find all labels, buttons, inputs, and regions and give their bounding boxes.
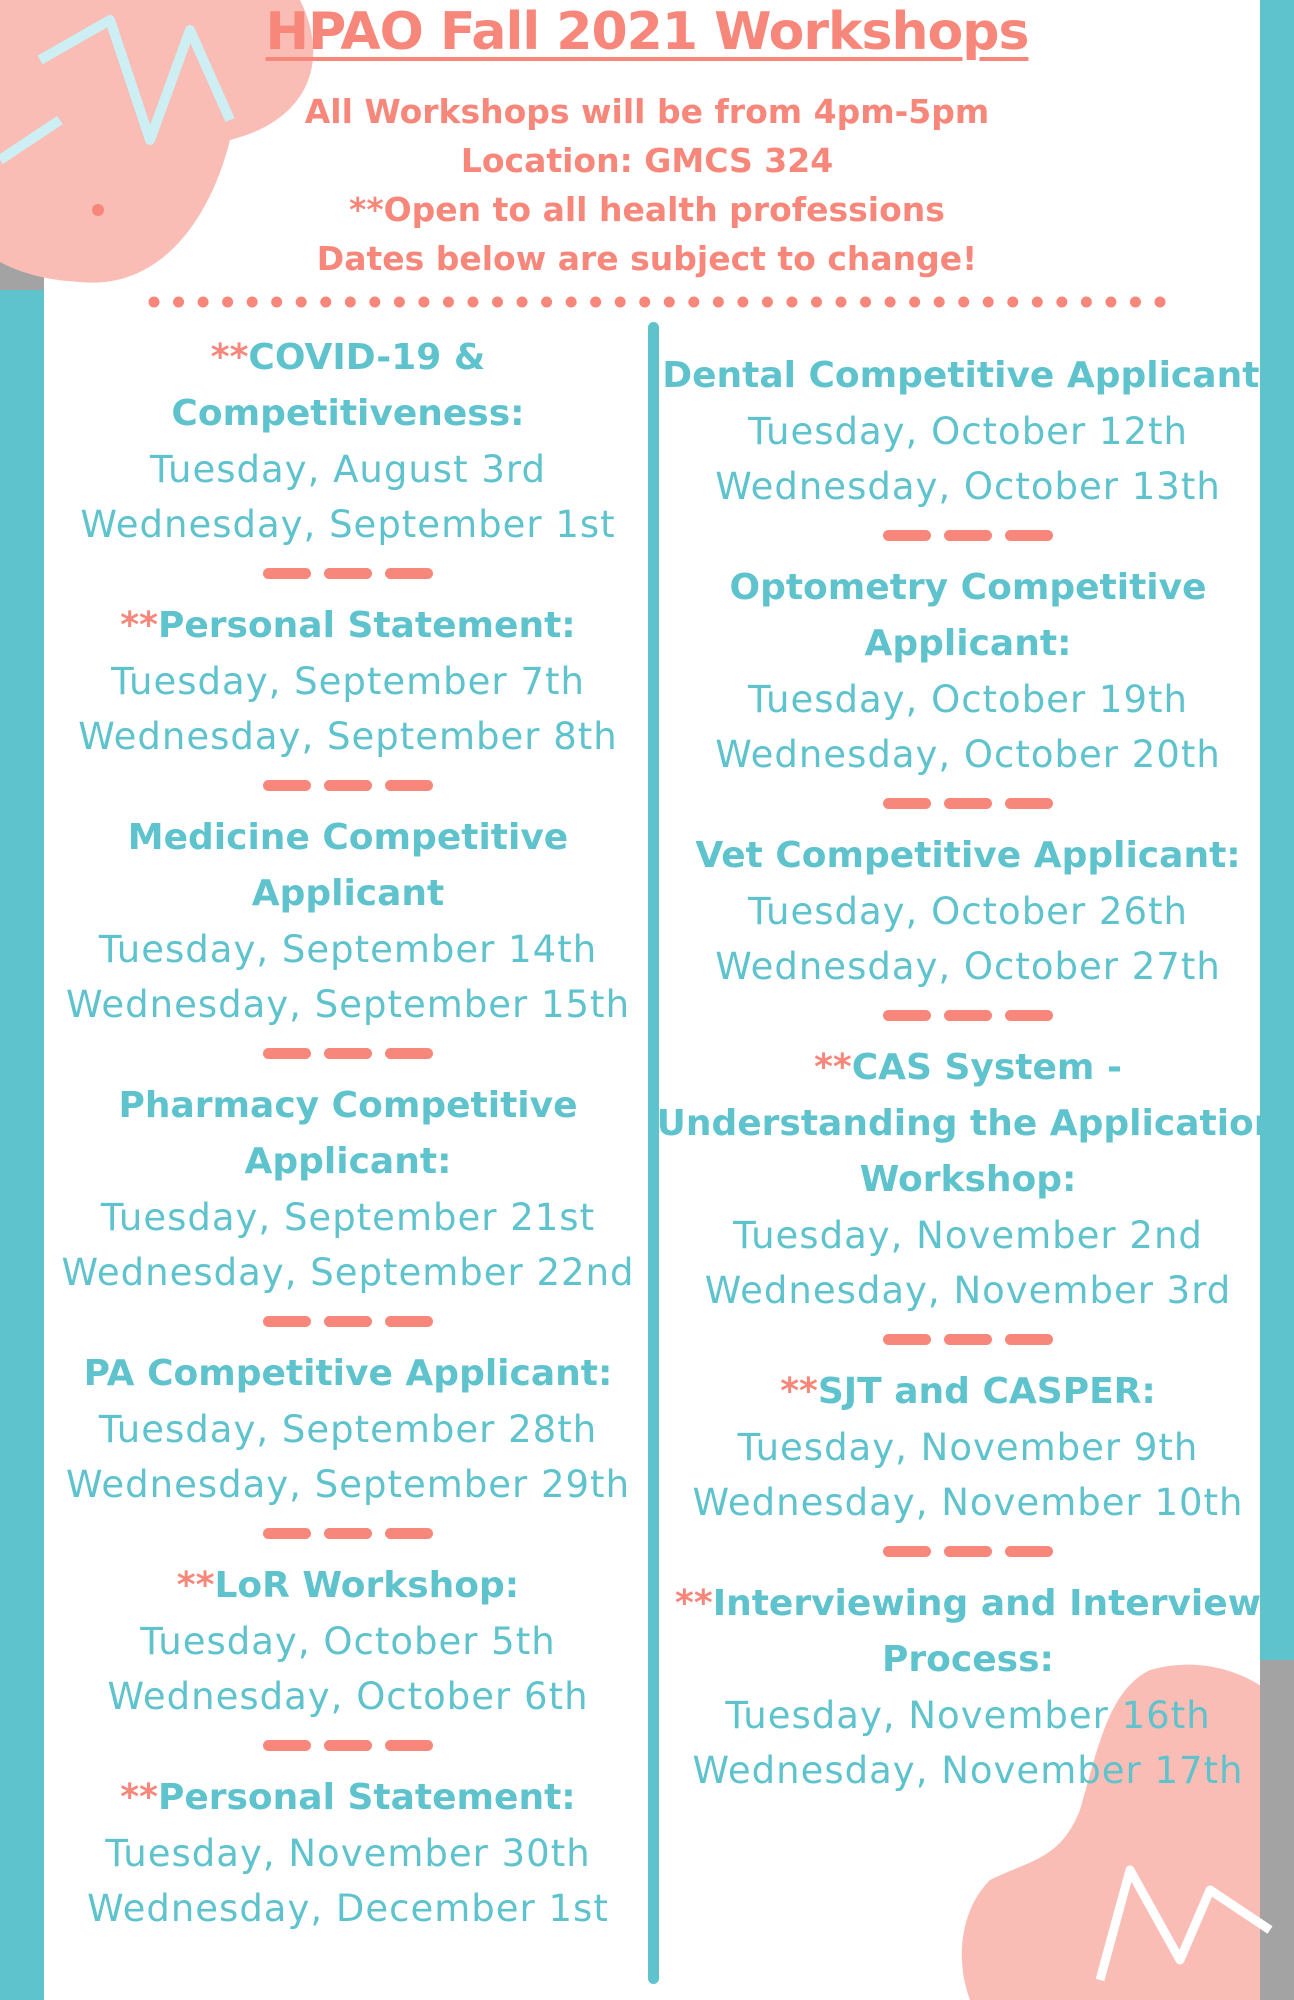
dash-segment	[1005, 798, 1053, 809]
dash-segment	[385, 1740, 433, 1751]
workshop-date: Wednesday, October 13th	[715, 465, 1221, 508]
separator-dot	[1056, 297, 1067, 308]
workshop-title-text: Medicine Competitive	[127, 817, 569, 858]
workshop-session	[38, 1770, 658, 1936]
separator-dot	[1007, 297, 1018, 308]
dotted-separator	[148, 296, 1166, 308]
workshop-title-line: Competitiveness:	[171, 393, 525, 434]
separator-dot	[467, 297, 478, 308]
workshop-title-line: Applicant:	[244, 1141, 452, 1182]
workshop-title-line: Workshop:	[859, 1159, 1077, 1200]
workshop-title	[38, 330, 658, 386]
separator-dot	[860, 297, 871, 308]
separator-dot	[836, 297, 847, 308]
separator-dot	[1081, 297, 1092, 308]
dash-segment	[1005, 1010, 1053, 1021]
dash-segment	[263, 1528, 311, 1539]
separator-dot	[443, 297, 454, 308]
dash-segment	[944, 1546, 992, 1557]
dash-segment	[1005, 1546, 1053, 1557]
workshop-session	[38, 810, 658, 1032]
workshop-title	[652, 1576, 1284, 1632]
workshop-date: Wednesday, October 6th	[107, 1675, 589, 1718]
dash-segment	[263, 568, 311, 579]
dash-segment	[385, 568, 433, 579]
dash-segment	[944, 1010, 992, 1021]
open-to-all-marker: **	[675, 1583, 713, 1624]
workshop-session	[652, 1040, 1284, 1318]
separator-dot	[664, 297, 675, 308]
workshop-date: Wednesday, September 29th	[65, 1463, 631, 1506]
dash-segment	[883, 1334, 931, 1345]
workshop-title-text: Optometry Competitive	[729, 567, 1207, 608]
workshop-date: Tuesday, November 30th	[105, 1832, 591, 1875]
workshop-title-text: LoR Workshop:	[214, 1565, 520, 1606]
separator-dot	[639, 297, 650, 308]
separator-dot	[1032, 297, 1043, 308]
workshop-session	[38, 1346, 658, 1512]
separator-dot	[713, 297, 724, 308]
workshop-title	[38, 1078, 658, 1134]
separator-dot	[492, 297, 503, 308]
separator-dot	[271, 297, 282, 308]
workshop-title-text: COVID-19 &	[248, 337, 486, 378]
workshop-title-text: Vet Competitive Applicant:	[695, 835, 1241, 876]
dash-segment	[944, 530, 992, 541]
workshop-session	[38, 1558, 658, 1724]
workshop-date: Wednesday, October 27th	[715, 945, 1221, 988]
separator-dot	[737, 297, 748, 308]
separator-dot	[615, 297, 626, 308]
workshop-date: Tuesday, November 2nd	[733, 1214, 1203, 1257]
dash-separator	[883, 1010, 1053, 1022]
workshop-title-text: Personal Statement:	[157, 1777, 576, 1818]
workshop-title-text: Interviewing and Interview	[712, 1583, 1261, 1624]
separator-dot	[688, 297, 699, 308]
dash-separator	[263, 1740, 433, 1752]
separator-dot	[909, 297, 920, 308]
dash-segment	[883, 1010, 931, 1021]
workshop-title-text: SJT and CASPER:	[817, 1371, 1156, 1412]
dash-separator	[263, 1048, 433, 1060]
workshop-title-text: Personal Statement:	[157, 605, 576, 646]
separator-dot	[1155, 297, 1166, 308]
separator-dot	[983, 297, 994, 308]
dash-segment	[324, 780, 372, 791]
separator-dot	[369, 297, 380, 308]
workshop-date: Tuesday, September 14th	[98, 928, 598, 971]
info-open-to: **Open to all health professions	[349, 190, 945, 229]
workshop-title-line: Understanding the Application	[656, 1103, 1280, 1144]
dash-segment	[883, 530, 931, 541]
workshop-title	[38, 598, 658, 654]
separator-dot	[541, 297, 552, 308]
workshop-session	[652, 348, 1284, 514]
workshop-date: Tuesday, October 12th	[748, 410, 1188, 453]
info-location: Location: GMCS 324	[460, 141, 834, 180]
separator-dot	[1105, 297, 1116, 308]
left-column	[38, 330, 658, 1936]
workshop-date: Wednesday, November 3rd	[704, 1269, 1232, 1312]
dash-segment	[944, 798, 992, 809]
dash-segment	[324, 1528, 372, 1539]
dash-separator	[883, 1546, 1053, 1558]
workshop-title-line: Applicant:	[864, 623, 1072, 664]
workshop-title	[38, 1770, 658, 1826]
dash-separator	[883, 530, 1053, 542]
workshop-title	[652, 560, 1284, 616]
workshop-title	[38, 1558, 658, 1614]
separator-dot	[885, 297, 896, 308]
separator-dot	[173, 297, 184, 308]
workshop-date: Wednesday, September 1st	[80, 503, 616, 546]
workshop-title	[652, 828, 1284, 884]
workshop-date: Wednesday, October 20th	[715, 733, 1221, 776]
workshop-title-text: Pharmacy Competitive	[118, 1085, 578, 1126]
workshop-date: Wednesday, November 17th	[692, 1749, 1244, 1792]
dash-segment	[1005, 530, 1053, 541]
dash-segment	[263, 1740, 311, 1751]
dash-segment	[385, 1316, 433, 1327]
open-to-all-marker: **	[120, 605, 158, 646]
separator-dot	[934, 297, 945, 308]
workshop-date: Tuesday, October 19th	[748, 678, 1188, 721]
dash-separator	[263, 1528, 433, 1540]
page-title: HPAO Fall 2021 Workshops	[265, 2, 1029, 62]
workshop-session	[38, 330, 658, 552]
workshop-date: Tuesday, September 28th	[98, 1408, 598, 1451]
info-time: All Workshops will be from 4pm-5pm	[304, 92, 990, 131]
workshop-date: Wednesday, September 22nd	[61, 1251, 635, 1294]
workshop-title	[652, 1364, 1284, 1420]
right-column	[652, 348, 1284, 1798]
dash-segment	[883, 1546, 931, 1557]
info-disclaimer: Dates below are subject to change!	[316, 239, 978, 278]
workshop-date: Tuesday, October 26th	[748, 890, 1188, 933]
workshop-date: Wednesday, September 15th	[65, 983, 631, 1026]
dash-separator	[883, 798, 1053, 810]
dash-segment	[263, 780, 311, 791]
workshop-session	[652, 560, 1284, 782]
separator-dot	[566, 297, 577, 308]
workshop-title-line: Process:	[882, 1639, 1054, 1680]
open-to-all-marker: **	[210, 337, 249, 378]
workshop-session	[38, 598, 658, 764]
dash-segment	[944, 1334, 992, 1345]
dash-segment	[324, 568, 372, 579]
workshop-date: Tuesday, November 9th	[737, 1426, 1199, 1469]
separator-dot	[296, 297, 307, 308]
workshop-date: Wednesday, November 10th	[692, 1481, 1244, 1524]
separator-dot	[590, 297, 601, 308]
dash-segment	[385, 1048, 433, 1059]
separator-dot	[320, 297, 331, 308]
workshop-date: Wednesday, September 8th	[78, 715, 618, 758]
dash-segment	[385, 780, 433, 791]
dash-separator	[263, 1316, 433, 1328]
workshop-title	[38, 810, 658, 866]
workshop-date: Tuesday, September 7th	[111, 660, 585, 703]
dash-segment	[324, 1048, 372, 1059]
separator-dot	[517, 297, 528, 308]
separator-dot	[345, 297, 356, 308]
workshop-title	[652, 1040, 1284, 1096]
dash-segment	[883, 798, 931, 809]
workshop-session	[652, 1576, 1284, 1798]
separator-dot	[958, 297, 969, 308]
workshop-date: Tuesday, October 5th	[140, 1620, 556, 1663]
workshop-date: Tuesday, August 3rd	[150, 448, 546, 491]
separator-dot	[811, 297, 822, 308]
workshop-title-text: PA Competitive Applicant:	[83, 1353, 613, 1394]
separator-dot	[418, 297, 429, 308]
workshop-date: Tuesday, November 16th	[725, 1694, 1211, 1737]
separator-dot	[247, 297, 258, 308]
separator-dot	[1130, 297, 1141, 308]
workshop-title	[652, 348, 1284, 404]
open-to-all-marker: **	[780, 1371, 818, 1412]
open-to-all-marker: **	[176, 1565, 215, 1606]
workshop-title-line: Applicant	[251, 873, 445, 914]
dash-separator	[883, 1334, 1053, 1346]
separator-dot	[198, 297, 209, 308]
workshop-session	[652, 1364, 1284, 1530]
separator-dot	[149, 297, 160, 308]
open-to-all-marker: **	[814, 1047, 852, 1088]
workshop-date: Wednesday, December 1st	[87, 1887, 609, 1930]
separator-dot	[394, 297, 405, 308]
dash-segment	[263, 1048, 311, 1059]
dash-segment	[263, 1316, 311, 1327]
dash-separator	[263, 780, 433, 792]
separator-dot	[786, 297, 797, 308]
dash-segment	[385, 1528, 433, 1539]
workshop-date: Tuesday, September 21st	[100, 1196, 596, 1239]
separator-dot	[762, 297, 773, 308]
workshop-title-text: Dental Competitive Applicant:	[662, 355, 1274, 396]
workshop-session	[652, 828, 1284, 994]
dash-segment	[1005, 1334, 1053, 1345]
workshop-title-text: CAS System -	[851, 1047, 1122, 1088]
separator-dot	[222, 297, 233, 308]
workshop-title	[38, 1346, 658, 1402]
dash-segment	[324, 1316, 372, 1327]
dash-separator	[263, 568, 433, 580]
workshop-session	[38, 1078, 658, 1300]
open-to-all-marker: **	[120, 1777, 158, 1818]
dash-segment	[324, 1740, 372, 1751]
